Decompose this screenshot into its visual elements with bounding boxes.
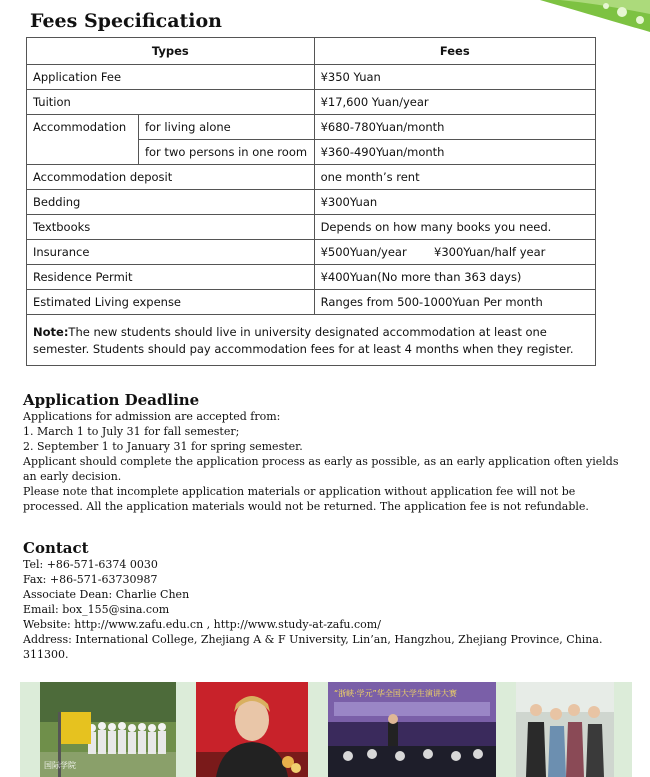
girls-group-photo (516, 682, 614, 777)
type-cell: Residence Permit (27, 265, 315, 290)
deadline-line: Applicant should complete the application process as early as possible, as an early application often yields an early decision. (23, 455, 619, 483)
note-cell (27, 315, 596, 366)
fee-cell: Depends on how many books you need. (314, 215, 595, 240)
deadline-title: Application Deadline (23, 391, 200, 409)
students-group-photo (40, 682, 176, 777)
photo-strip (20, 682, 632, 777)
fee-cell: Ranges from 500-1000Yuan Per month (314, 290, 595, 315)
type-cell: Tuition (27, 90, 315, 115)
subtype-cell: for two persons in one room (138, 140, 314, 165)
contact-website: Website: http://www.zafu.edu.cn , http://www.study-at-zafu.com/ (23, 618, 381, 631)
type-cell: Accommodation (27, 115, 139, 165)
table-row (27, 115, 596, 140)
fee-value-secondary: ¥300Yuan/half year (434, 245, 546, 259)
deadline-line: 1. March 1 to July 31 for fall semester; (23, 425, 240, 438)
banner-text: “浙峡·学元”华全国大学生演讲大赛 (334, 689, 457, 698)
note-text: The new students should live in university designated accommodation at least one semester. Students should pay accommodation fees for at least 4 months when they register. (33, 325, 574, 356)
deadline-line: Applications for admission are accepted from: (23, 410, 281, 423)
type-cell: Estimated Living expense (27, 290, 315, 315)
type-cell: Accommodation deposit (27, 165, 315, 190)
table-header-row (27, 38, 596, 65)
fee-cell: ¥350 Yuan (314, 65, 595, 90)
fee-cell: ¥400Yuan(No more than 363 days) (314, 265, 595, 290)
page-title: Fees Specification (30, 10, 222, 32)
fee-cell: ¥360-490Yuan/month (314, 140, 595, 165)
table-row (27, 65, 596, 90)
speech-contest-photo (328, 682, 496, 777)
table-row (27, 265, 596, 290)
subtype-cell: for living alone (138, 115, 314, 140)
table-row (27, 290, 596, 315)
fee-cell (314, 240, 595, 265)
type-cell: Bedding (27, 190, 315, 215)
table-row (27, 215, 596, 240)
corner-swoosh-decoration (520, 0, 650, 40)
contact-title: Contact (23, 539, 89, 557)
fees-header: Fees (314, 38, 595, 65)
deadline-body (23, 409, 635, 514)
note-label: Note: (33, 325, 69, 339)
fee-cell: one month’s rent (314, 165, 595, 190)
contact-email: Email: box_155@sina.com (23, 603, 170, 616)
type-cell: Application Fee (27, 65, 315, 90)
contact-body (23, 557, 635, 662)
fee-cell: ¥300Yuan (314, 190, 595, 215)
note-row (27, 315, 596, 366)
speaker-photo (196, 682, 308, 777)
deadline-line: Please note that incomplete application materials or application without application fee will not be processed. All the application materials would not be returned. The application fee is not refundable. (23, 485, 589, 513)
fee-cell: ¥680-780Yuan/month (314, 115, 595, 140)
flag-label: 国际学院 (44, 761, 76, 770)
fee-value: ¥500Yuan/year (320, 245, 407, 259)
contact-tel: Tel: +86-571-6374 0030 (23, 558, 158, 571)
fees-table (26, 37, 596, 366)
table-row (27, 240, 596, 265)
table-row (27, 90, 596, 115)
table-row (27, 190, 596, 215)
contact-fax: Fax: +86-571-63730987 (23, 573, 158, 586)
contact-address: Address: International College, Zhejiang A & F University, Lin’an, Hangzhou, Zhejiang Province, China. 311300. (23, 633, 603, 661)
table-row (27, 165, 596, 190)
contact-dean: Associate Dean: Charlie Chen (23, 588, 190, 601)
type-cell: Insurance (27, 240, 315, 265)
deadline-line: 2. September 1 to January 31 for spring semester. (23, 440, 303, 453)
types-header: Types (27, 38, 315, 65)
fee-cell: ¥17,600 Yuan/year (314, 90, 595, 115)
type-cell: Textbooks (27, 215, 315, 240)
